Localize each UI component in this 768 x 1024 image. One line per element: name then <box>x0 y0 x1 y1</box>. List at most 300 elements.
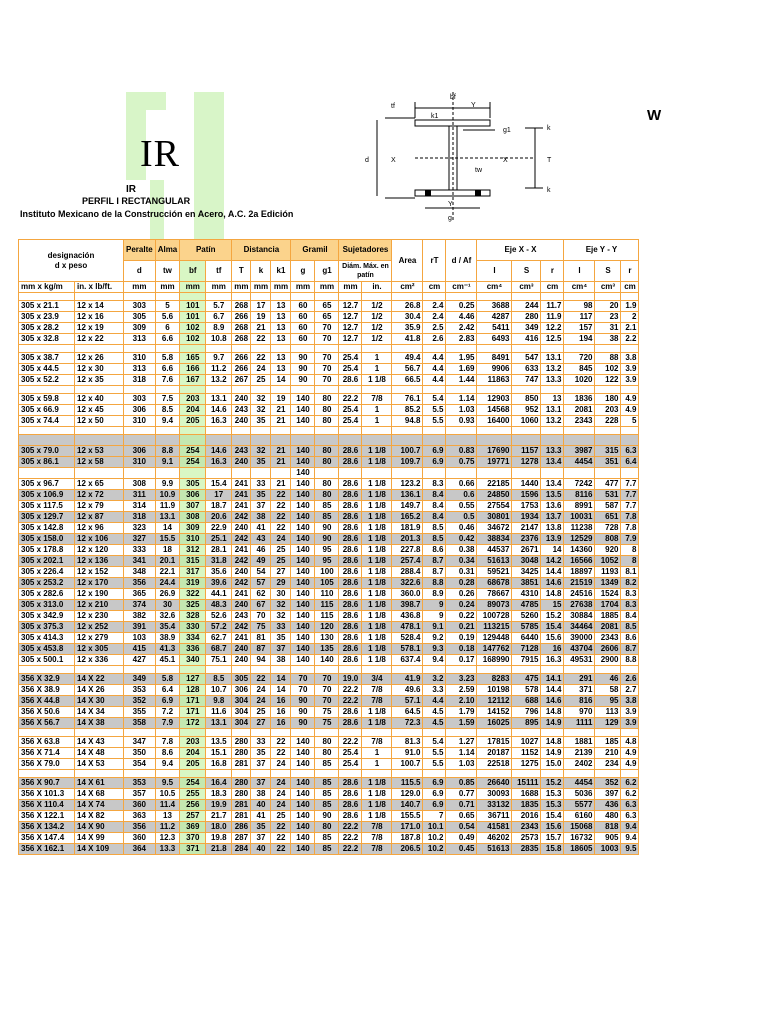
table-cell: 12 x 58 <box>75 457 124 468</box>
table-cell: 81.3 <box>392 737 423 748</box>
table-cell: 280 <box>232 789 251 800</box>
empty-cell <box>564 293 595 301</box>
table-cell: 5.7 <box>206 301 232 312</box>
table-cell: 80 <box>315 748 339 759</box>
table-cell: 305 <box>232 674 251 685</box>
table-cell: 336 <box>180 644 206 655</box>
table-cell: 360.0 <box>392 589 423 600</box>
table-cell: 356 X 50.6 <box>19 707 75 718</box>
table-cell: 21 <box>271 446 291 457</box>
empty-cell <box>564 770 595 778</box>
table-cell: 280 <box>232 748 251 759</box>
table-cell <box>423 468 446 479</box>
table-cell: 25 <box>271 811 291 822</box>
empty-cell <box>446 293 477 301</box>
table-cell: 350 <box>124 748 156 759</box>
table-cell: 68.7 <box>206 644 232 655</box>
table-cell: 140 <box>291 567 315 578</box>
empty-cell <box>392 427 423 435</box>
table-cell: 172 <box>180 718 206 729</box>
table-cell: 304 <box>232 696 251 707</box>
table-cell: 185 <box>595 737 621 748</box>
table-cell: 5 <box>621 416 639 427</box>
table-cell: 4.4 <box>423 375 446 386</box>
table-cell: 9.1 <box>423 622 446 633</box>
table-cell: 305 x 38.7 <box>19 353 75 364</box>
table-cell: 7.8 <box>621 512 639 523</box>
empty-cell <box>271 345 291 353</box>
table-cell: 895 <box>512 718 541 729</box>
table-cell <box>206 435 232 446</box>
table-cell: 90 <box>315 534 339 545</box>
empty-cell <box>446 770 477 778</box>
header-d-af: d / Af <box>446 240 477 282</box>
table-cell: 26.9 <box>155 589 180 600</box>
table-cell: 85 <box>315 778 339 789</box>
table-cell: 8.6 <box>155 748 180 759</box>
table-cell: 1836 <box>564 394 595 405</box>
table-cell: 203 <box>595 405 621 416</box>
diagram-label: tw <box>475 167 482 174</box>
table-cell: 1278 <box>512 457 541 468</box>
table-cell: 28.6 <box>339 490 362 501</box>
table-cell: 15 <box>541 600 564 611</box>
table-cell: 257.4 <box>392 556 423 567</box>
table-cell: 128 <box>180 685 206 696</box>
empty-cell <box>155 770 180 778</box>
table-cell: 14.4 <box>541 567 564 578</box>
table-cell: 140 <box>291 578 315 589</box>
empty-cell <box>232 770 251 778</box>
table-cell: 1052 <box>595 556 621 567</box>
table-cell: 0.18 <box>446 644 477 655</box>
table-cell: 8.7 <box>621 644 639 655</box>
table-cell: 140 <box>291 457 315 468</box>
table-cell: 140 <box>291 822 315 833</box>
table-cell: 13.1 <box>206 718 232 729</box>
table-cell: 11.6 <box>206 707 232 718</box>
empty-cell <box>564 729 595 737</box>
table-cell <box>291 435 315 446</box>
table-cell: 117 <box>564 312 595 323</box>
table-cell: 13.1 <box>206 394 232 405</box>
table-cell: 5.5 <box>423 416 446 427</box>
table-cell: 241 <box>232 490 251 501</box>
table-cell: 13.2 <box>541 416 564 427</box>
table-cell: 165 <box>180 353 206 364</box>
table-cell: 22.2 <box>339 696 362 707</box>
table-cell: 242 <box>232 622 251 633</box>
table-cell: 21 <box>271 479 291 490</box>
table-cell: 356 X 79.0 <box>19 759 75 770</box>
table-cell: 3048 <box>512 556 541 567</box>
table-cell <box>339 468 362 479</box>
separator-row <box>19 729 639 737</box>
table-cell: 0.22 <box>446 611 477 622</box>
table-cell: 12.2 <box>541 323 564 334</box>
table-cell: 14.8 <box>541 589 564 600</box>
table-row <box>19 674 639 685</box>
table-cell: 187.8 <box>392 833 423 844</box>
table-cell: 12 x 152 <box>75 567 124 578</box>
table-cell: 5.5 <box>423 405 446 416</box>
sub-ix: I <box>477 261 512 282</box>
table-cell: 1688 <box>512 789 541 800</box>
table-cell: 2.10 <box>446 696 477 707</box>
table-cell: 312 <box>180 545 206 556</box>
table-cell: 6.9 <box>423 446 446 457</box>
table-cell <box>362 468 392 479</box>
table-cell: 8.8 <box>155 446 180 457</box>
table-cell: 8 <box>621 556 639 567</box>
table-cell: 25 <box>271 556 291 567</box>
table-cell: 24516 <box>564 589 595 600</box>
header-area: Area <box>392 240 423 282</box>
table-cell: 268 <box>232 301 251 312</box>
empty-cell <box>19 345 75 353</box>
table-cell: 12 x 279 <box>75 633 124 644</box>
sub-rx: r <box>541 261 564 282</box>
table-cell: 70 <box>315 674 339 685</box>
table-cell: 64.5 <box>392 707 423 718</box>
table-cell: 140 <box>315 655 339 666</box>
table-cell: 8.2 <box>621 578 639 589</box>
table-cell <box>446 435 477 446</box>
table-cell: 32 <box>251 394 271 405</box>
table-row <box>19 312 639 323</box>
table-cell: 8.8 <box>621 655 639 666</box>
empty-cell <box>315 293 339 301</box>
table-cell: 2.6 <box>621 674 639 685</box>
empty-cell <box>251 666 271 674</box>
section-properties-table <box>18 239 639 855</box>
table-cell: 36711 <box>477 811 512 822</box>
empty-cell <box>512 427 541 435</box>
table-row <box>19 600 639 611</box>
sub-d: d <box>124 261 156 282</box>
empty-cell <box>446 729 477 737</box>
table-cell: 33 <box>251 737 271 748</box>
table-cell: 1 1/8 <box>362 811 392 822</box>
table-cell: 356 X 44.8 <box>19 696 75 707</box>
table-cell: 8.8 <box>423 578 446 589</box>
diagram-label: g1 <box>503 127 511 134</box>
table-cell: 85 <box>315 759 339 770</box>
table-cell: 2402 <box>564 759 595 770</box>
table-cell: 115.5 <box>392 778 423 789</box>
table-cell: 32 <box>251 446 271 457</box>
table-cell: 0.38 <box>446 545 477 556</box>
table-cell: 68678 <box>477 578 512 589</box>
table-cell: 22 <box>271 737 291 748</box>
table-cell: 168990 <box>477 655 512 666</box>
table-cell: 478.1 <box>392 622 423 633</box>
table-cell: 0.55 <box>446 501 477 512</box>
empty-cell <box>621 770 639 778</box>
table-cell: 205 <box>180 416 206 427</box>
table-cell: 65 <box>315 301 339 312</box>
empty-cell <box>446 386 477 394</box>
header-rt: rT <box>423 240 446 282</box>
table-cell: 14.8 <box>541 737 564 748</box>
table-cell: 28.6 <box>339 556 362 567</box>
unit-cell: mm <box>251 282 271 293</box>
table-cell: 80 <box>315 394 339 405</box>
table-cell: 22 <box>251 334 271 345</box>
table-cell: 305 x 74.4 <box>19 416 75 427</box>
table-cell: 11.7 <box>541 301 564 312</box>
table-cell: 4.4 <box>423 364 446 375</box>
table-cell: 6.6 <box>155 364 180 375</box>
table-cell <box>75 435 124 446</box>
table-cell: 14.8 <box>541 707 564 718</box>
table-cell: 7.8 <box>155 737 180 748</box>
empty-cell <box>75 293 124 301</box>
table-cell: 12529 <box>564 534 595 545</box>
table-cell: 8991 <box>564 501 595 512</box>
table-cell: 28.6 <box>339 375 362 386</box>
table-cell: 0.85 <box>446 778 477 789</box>
empty-cell <box>315 770 339 778</box>
table-cell: 80 <box>315 490 339 501</box>
table-cell <box>271 435 291 446</box>
table-cell: 21 <box>271 457 291 468</box>
empty-cell <box>362 427 392 435</box>
table-cell: 140 <box>291 800 315 811</box>
table-cell: 60 <box>291 312 315 323</box>
table-cell: 95 <box>315 545 339 556</box>
table-cell: 100 <box>315 567 339 578</box>
table-cell: 85 <box>315 501 339 512</box>
empty-cell <box>564 666 595 674</box>
table-cell: 3/4 <box>362 674 392 685</box>
empty-cell <box>477 427 512 435</box>
table-cell: 1 <box>362 416 392 427</box>
table-cell: 241 <box>232 501 251 512</box>
table-cell: 30 <box>155 600 180 611</box>
table-cell: 10.9 <box>155 490 180 501</box>
table-cell: 1/2 <box>362 301 392 312</box>
table-cell: 25.4 <box>339 748 362 759</box>
table-cell: 327 <box>124 534 156 545</box>
table-cell: 7.2 <box>155 707 180 718</box>
table-cell: 12 x 72 <box>75 490 124 501</box>
table-cell: 13 <box>271 301 291 312</box>
table-cell: 28.6 <box>339 644 362 655</box>
table-row <box>19 589 639 600</box>
table-cell: 15068 <box>564 822 595 833</box>
empty-cell <box>271 386 291 394</box>
table-cell: 103 <box>124 633 156 644</box>
table-cell: 28.6 <box>339 633 362 644</box>
table-cell: 22 <box>271 490 291 501</box>
table-cell: 94.8 <box>392 416 423 427</box>
empty-cell <box>155 293 180 301</box>
table-cell: 10.2 <box>423 833 446 844</box>
empty-cell <box>339 293 362 301</box>
table-cell: 24 <box>251 685 271 696</box>
table-cell: 98 <box>564 301 595 312</box>
table-cell: 62.7 <box>206 633 232 644</box>
table-cell: 242 <box>232 512 251 523</box>
table-row <box>19 685 639 696</box>
table-row <box>19 811 639 822</box>
empty-cell <box>291 293 315 301</box>
empty-cell <box>595 427 621 435</box>
table-row <box>19 364 639 375</box>
table-cell: 1.79 <box>446 707 477 718</box>
table-cell: 242 <box>232 534 251 545</box>
table-cell: 364 <box>124 844 156 855</box>
table-cell: 70 <box>315 323 339 334</box>
table-cell: 315 <box>595 446 621 457</box>
table-cell <box>423 435 446 446</box>
table-cell: 1 1/8 <box>362 718 392 729</box>
table-cell: 284 <box>232 844 251 855</box>
table-cell: 35 <box>251 457 271 468</box>
table-cell: 8.5 <box>155 405 180 416</box>
table-cell: 44.1 <box>206 589 232 600</box>
table-cell: 8.4 <box>423 490 446 501</box>
table-cell: 1 1/8 <box>362 789 392 800</box>
table-cell: 28.6 <box>339 512 362 523</box>
empty-cell <box>251 427 271 435</box>
empty-cell <box>180 345 206 353</box>
empty-cell <box>339 666 362 674</box>
table-cell: 41581 <box>477 822 512 833</box>
table-cell: 8.5 <box>423 523 446 534</box>
table-cell <box>541 435 564 446</box>
table-cell: 15.6 <box>541 633 564 644</box>
table-cell: 310 <box>124 353 156 364</box>
table-cell: 140 <box>291 600 315 611</box>
table-cell <box>621 468 639 479</box>
table-cell: 129 <box>595 718 621 729</box>
table-cell: 46 <box>251 545 271 556</box>
table-cell: 100.7 <box>392 446 423 457</box>
diagram-label: T <box>547 157 552 164</box>
table-cell: 1 1/8 <box>362 633 392 644</box>
table-cell: 374 <box>124 600 156 611</box>
table-cell: 305 <box>124 312 156 323</box>
table-cell: 12 x 30 <box>75 364 124 375</box>
table-cell: 25.4 <box>339 416 362 427</box>
table-cell: 22 <box>271 501 291 512</box>
table-cell: 14 X 61 <box>75 778 124 789</box>
table-cell: 16 <box>271 718 291 729</box>
empty-cell <box>339 345 362 353</box>
table-cell: 100.7 <box>392 759 423 770</box>
table-cell: 319 <box>180 578 206 589</box>
table-cell: 0.46 <box>446 523 477 534</box>
table-cell: 140 <box>291 633 315 644</box>
table-cell: 35.4 <box>155 622 180 633</box>
empty-cell <box>477 386 512 394</box>
empty-cell <box>251 770 271 778</box>
table-cell: 28.6 <box>339 501 362 512</box>
table-cell: 149.7 <box>392 501 423 512</box>
table-cell: 318 <box>124 375 156 386</box>
table-cell: 14 X 68 <box>75 789 124 800</box>
table-cell: 16.8 <box>206 759 232 770</box>
table-cell: 325 <box>180 600 206 611</box>
table-cell: 15.1 <box>206 748 232 759</box>
table-cell: 13.3 <box>541 446 564 457</box>
table-cell: 21 <box>251 323 271 334</box>
table-cell: 234 <box>595 759 621 770</box>
table-row <box>19 435 639 446</box>
empty-cell <box>315 666 339 674</box>
table-cell: 13.5 <box>206 737 232 748</box>
table-cell <box>477 435 512 446</box>
table-row <box>19 844 639 855</box>
table-cell: 0.75 <box>446 457 477 468</box>
table-cell: 38.9 <box>155 633 180 644</box>
table-cell: 356 X 162.1 <box>19 844 75 855</box>
table-cell: 1/2 <box>362 323 392 334</box>
table-cell: 14 <box>271 685 291 696</box>
table-cell: 0.42 <box>446 534 477 545</box>
table-row <box>19 405 639 416</box>
table-cell: 391 <box>124 622 156 633</box>
table-cell: 1.44 <box>446 375 477 386</box>
table-cell <box>315 435 339 446</box>
table-cell: 0.21 <box>446 622 477 633</box>
table-cell: 39.6 <box>206 578 232 589</box>
table-cell: 1027 <box>512 737 541 748</box>
table-cell <box>595 435 621 446</box>
table-cell: 46 <box>595 674 621 685</box>
table-cell: 341 <box>124 556 156 567</box>
table-cell: 26.8 <box>392 301 423 312</box>
table-cell: 22.2 <box>339 685 362 696</box>
table-cell: 1440 <box>512 479 541 490</box>
table-cell: 19.0 <box>339 674 362 685</box>
table-cell: 140 <box>291 556 315 567</box>
table-cell: 796 <box>512 707 541 718</box>
table-cell: 363 <box>124 811 156 822</box>
table-cell: 7.9 <box>155 718 180 729</box>
sub-k1: k1 <box>271 261 291 282</box>
table-cell: 6.6 <box>155 334 180 345</box>
empty-cell <box>124 729 156 737</box>
table-cell: 20 <box>595 301 621 312</box>
table-cell: 305 x 342.9 <box>19 611 75 622</box>
table-cell: 1 1/8 <box>362 556 392 567</box>
sub-bf: bf <box>180 261 206 282</box>
table-cell: 8.7 <box>423 567 446 578</box>
sub-k: k <box>251 261 271 282</box>
empty-cell <box>595 729 621 737</box>
table-cell <box>512 468 541 479</box>
table-cell: 12 x 19 <box>75 323 124 334</box>
empty-cell <box>512 345 541 353</box>
table-cell: 1524 <box>595 589 621 600</box>
empty-cell <box>621 345 639 353</box>
table-cell: 15.5 <box>155 534 180 545</box>
table-cell: 305 x 52.2 <box>19 375 75 386</box>
table-cell: 12 x 305 <box>75 644 124 655</box>
header-gramil: Gramil <box>291 240 339 261</box>
empty-cell <box>564 427 595 435</box>
table-cell: 6.9 <box>423 800 446 811</box>
empty-cell <box>446 427 477 435</box>
table-cell: 5.8 <box>155 353 180 364</box>
empty-cell <box>339 729 362 737</box>
table-cell: 24.4 <box>155 578 180 589</box>
table-cell: 7915 <box>512 655 541 666</box>
table-cell: 12 x 190 <box>75 589 124 600</box>
